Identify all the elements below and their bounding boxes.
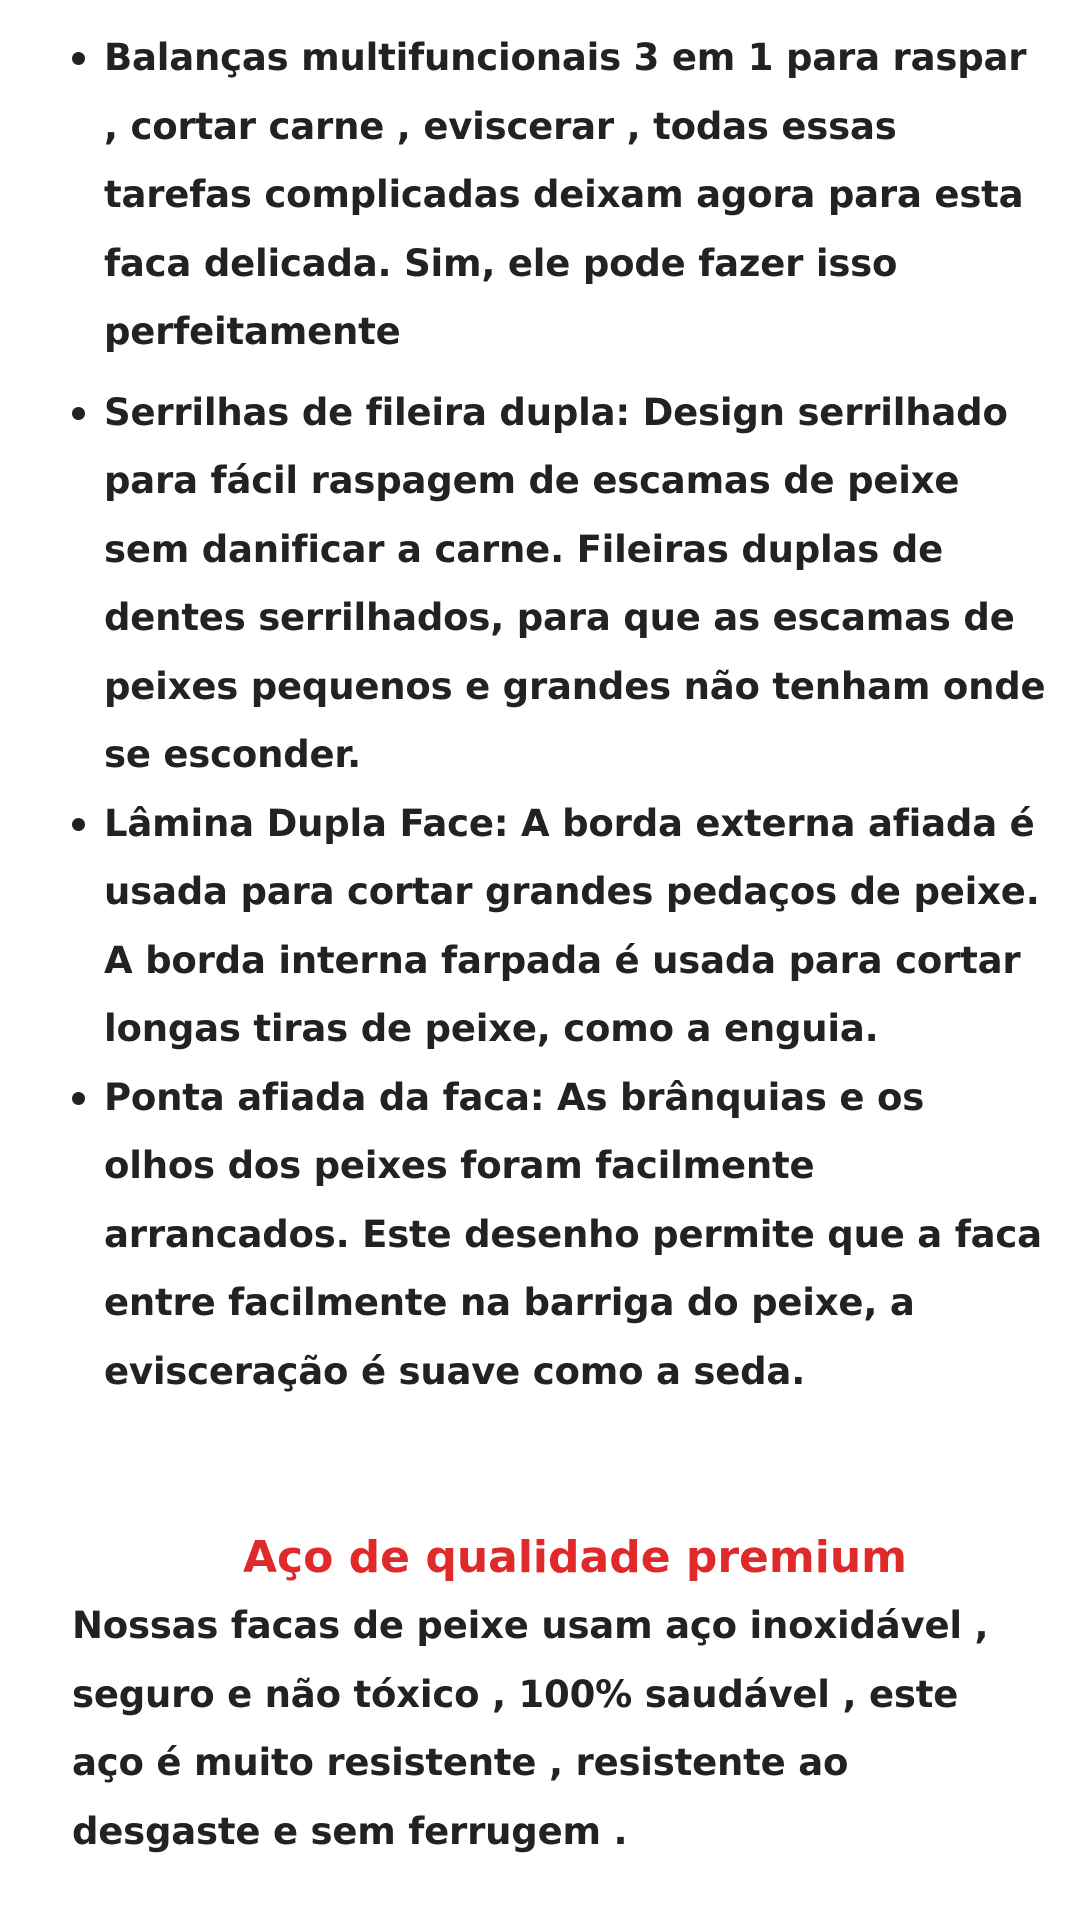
feature-text: Balanças multifuncionais 3 em 1 para raspar , cortar carne , eviscerar , todas essas tarefas complicadas deixam agora para esta faca delicada. Sim, ele pode fazer isso perfeitamente bbox=[104, 36, 1027, 353]
feature-text: Serrilhas de fileira dupla: Design serrilhado para fácil raspagem de escamas de peixe sem danificar a carne. Fileiras duplas de dentes serrilhados, para que as escamas de peixes pequenos e grandes não tenham onde se esconder. bbox=[104, 390, 1046, 776]
bullet-icon bbox=[72, 407, 85, 420]
bullet-icon bbox=[72, 52, 85, 65]
bullet-icon bbox=[72, 818, 85, 831]
feature-list bbox=[0, 24, 1080, 1406]
section-body: Nossas facas de peixe usam aço inoxidável , seguro e não tóxico , 100% saudável , este aço é muito resistente , resistente ao desgaste e sem ferrugem . bbox=[72, 1604, 989, 1853]
feature-item-serrations bbox=[104, 379, 1046, 790]
feature-text: Ponta afiada da faca: As brânquias e os olhos dos peixes foram facilmente arrancados. Este desenho permite que a faca entre facilmente na barriga do peixe, a evisceração é suave como a seda. bbox=[104, 1075, 1042, 1393]
bullet-icon bbox=[72, 1092, 85, 1105]
feature-item-double-blade bbox=[104, 790, 1046, 1064]
feature-text: Lâmina Dupla Face: A borda externa afiada é usada para cortar grandes pedaços de peixe. A borda interna farpada é usada para cortar longas tiras de peixe, como a enguia. bbox=[104, 801, 1040, 1050]
feature-item-sharp-tip bbox=[104, 1064, 1046, 1407]
feature-item-multifunction bbox=[104, 24, 1046, 367]
section-title: Aço de qualidade premium bbox=[243, 1532, 907, 1583]
